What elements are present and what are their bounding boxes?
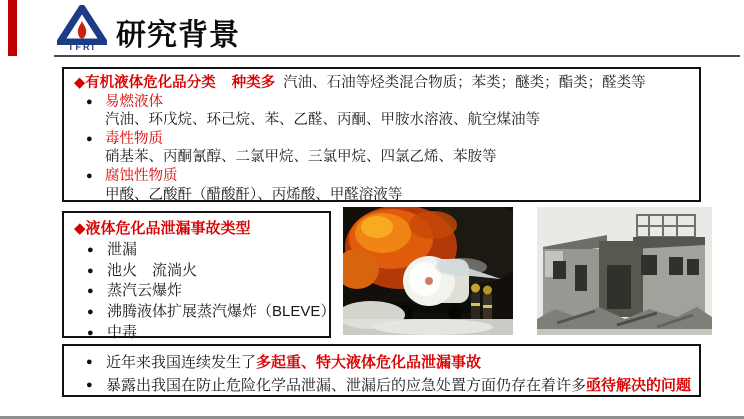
list-item: ● 蒸汽云爆炸 [74, 281, 323, 302]
summary-text: 暴露出我国在防止危险化学品泄漏、泄漏后的应急处置方面仍存在着许多 [106, 377, 587, 394]
list-item-detail: 甲酸、乙酸酐（醋酸酐）、丙烯酸、甲醛溶液等 [105, 186, 403, 203]
accident-type-box [62, 211, 336, 341]
list-item-label: ● 腐蚀性物质 [74, 167, 691, 186]
summary-line [76, 374, 691, 397]
list-item: ● 泄漏 [74, 240, 323, 261]
summary-highlight: 亟待解决的问题 [586, 377, 692, 394]
destroyed-building-photo [537, 207, 712, 335]
logo-text: TFRI [68, 42, 96, 52]
list-item: ● 沸腾液体扩展蒸汽爆炸（BLEVE） [74, 302, 323, 323]
classification-heading [74, 74, 691, 93]
header-divider [54, 55, 740, 57]
list-item: ● 中毒 [74, 323, 323, 344]
accident-box-heading: ◆液体危化品泄漏事故类型 [74, 220, 251, 237]
summary-line [76, 351, 691, 374]
logo-flame-icon [57, 5, 107, 45]
classification-heading-tail: 汽油、石油等烃类混合物质；苯类；醚类；酯类；醛类等 [283, 75, 646, 91]
tfri-logo [54, 5, 110, 55]
summary-text: 近年来我国连续发生了 [106, 354, 257, 371]
classification-heading-main: ◆有机液体危化品分类 [74, 75, 216, 91]
header-accent-bar [8, 0, 17, 56]
list-item-label: ● 易燃液体 [74, 93, 691, 112]
classification-heading-emphasis: 种类多 [231, 75, 276, 91]
summary-box [62, 344, 701, 397]
list-item: ● 池火 流淌火 [74, 261, 323, 282]
list-item-detail: 汽油、环戊烷、环己烷、苯、乙醛、丙酮、甲胺水溶液、航空煤油等 [105, 112, 540, 129]
tanker-truck-fire-photo [343, 207, 513, 335]
list-item-detail: 硝基苯、丙酮氰醇、二氯甲烷、三氯甲烷、四氯乙烯、苯胺等 [105, 149, 497, 166]
classification-box [62, 67, 701, 202]
water-mist [435, 258, 487, 276]
building-ruins-illustration [537, 207, 712, 335]
list-item-label: ● 毒性物质 [74, 130, 691, 149]
page-title: 研究背景 [116, 19, 240, 52]
summary-highlight: 多起重、特大液体危化品泄漏事故 [256, 354, 482, 371]
tanker-fire-illustration [343, 207, 513, 335]
